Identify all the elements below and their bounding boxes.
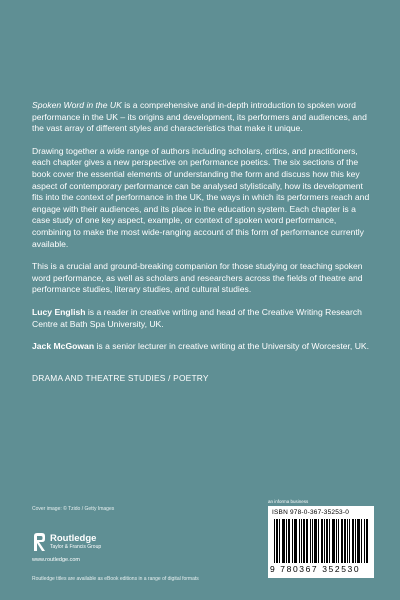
- editor-name-2: Jack McGowan: [32, 341, 95, 352]
- publisher-group: Taylor & Francis Group: [50, 544, 102, 550]
- routledge-logo-icon: [32, 532, 46, 552]
- book-title: Spoken Word in the UK: [32, 100, 122, 110]
- description-text: is a comprehensive and in-depth introduction to spoken word performance in the UK – its origins and development, its performers and audiences, and the vast array of different styles and characteristics that make it unique.: [32, 100, 367, 134]
- barcode-number: 9 780367 352530: [270, 564, 361, 574]
- publisher-url: www.routledge.com: [32, 557, 80, 563]
- editor-bio-text-2: is a senior lecturer in creative writing at the University of Worcester, UK.: [94, 341, 370, 352]
- informa-label: an informa business: [268, 499, 309, 504]
- audience-paragraph: This is a crucial and ground-breaking companion for those studying or teaching spoken word performance, as well as scholars and researchers across the fields of theatre and performance studies, literary studies, and cultural studies.: [32, 261, 363, 295]
- description-paragraph: [32, 100, 372, 135]
- barcode-icon: [274, 519, 368, 563]
- editor-bio-2: [32, 341, 372, 353]
- isbn-label: ISBN 978-0-367-35253-0: [272, 509, 350, 516]
- publisher-block: [32, 532, 192, 563]
- cover-credit: Cover image: © Tzido / Getty Images: [32, 506, 115, 512]
- editor-name-1: Lucy English: [32, 306, 86, 317]
- blurb-section: [32, 100, 372, 383]
- ebook-note: Routledge titles are available as eBook editions in a range of digital formats: [32, 576, 199, 582]
- editor-bio-text-1: is a reader in creative writing and head of the Creative Writing Research Centre at Bath Spa University, UK.: [32, 306, 362, 329]
- isbn-barcode-box: [268, 506, 374, 578]
- editor-bio-1: [32, 307, 372, 330]
- publisher-name: Routledge: [50, 533, 97, 544]
- subject-categories: DRAMA AND THEATRE STUDIES / POETRY: [32, 372, 209, 383]
- overview-paragraph: Drawing together a wide range of authors including scholars, critics, and practitioners, each chapter gives a new perspective on performance poetics. The six sections of the book cover the essential elements of understanding the form and discuss how this key aspect of contemporary performance can be analysed stylistically, how its development fits into the context of performance in the UK, the ways in which its performers reach and engage with their audiences, and its place in the education system. Each chapter is a case study of one key aspect, example, or context of spoken word performance, combining to make the most wide-ranging account of this form of performance currently available.: [32, 145, 370, 249]
